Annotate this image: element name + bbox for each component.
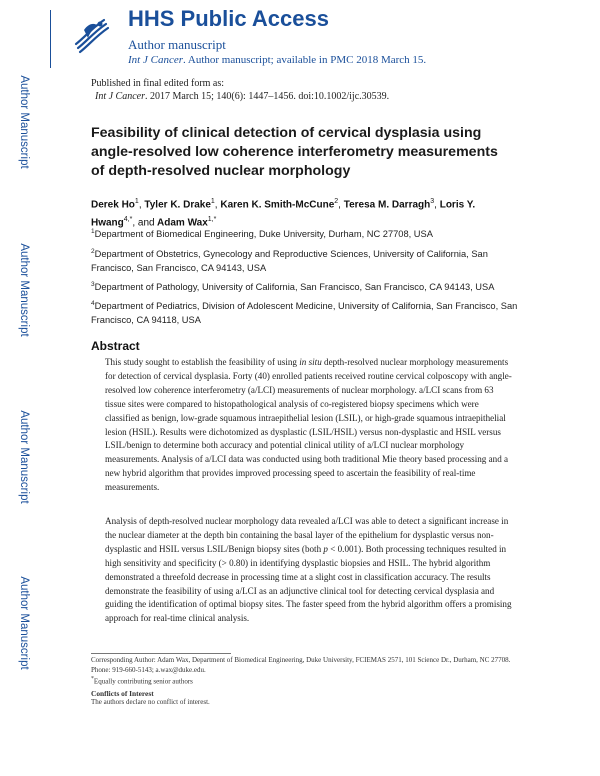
coi-heading: Conflicts of Interest [91, 688, 154, 698]
sidebar-label: Author Manuscript [18, 243, 30, 337]
author-conjunction: and [137, 217, 155, 229]
abstract-paragraph [105, 356, 515, 495]
sidebar-label: Author Manuscript [18, 75, 30, 169]
author-sup: 1 [210, 198, 215, 205]
article-title: Feasibility of clinical detection of cervical dysplasia using angle-resolved low coherence interferometry measurements of depth-resolved nuclear morphology [91, 125, 498, 179]
affiliation-text: Department of Biomedical Engineering, Duke University, Durham, NC 27708, USA [94, 229, 433, 240]
author-name: Loris Y. Hwang [91, 199, 476, 229]
availability-line [128, 54, 426, 66]
author-sup: 2 [334, 198, 339, 205]
affiliation-sup: 1 [91, 228, 95, 235]
abstract-text: depth-resolved nuclear morphology measurements for detection of cervical dysplasia. Forty (40) enrolled patients received routine cervical colposcopy with angle-resolved low coherence interferometry (a/LCI) measurements of nuclear morphology. a/LCI scans from 63 tissue sites were compared to histopathological analysis of co-registered biopsy specimens which were classified as benign, low-grade squamous intraepithelial lesion (LSIL), or high-grade squamous intraepithelial lesion (HSIL). Results were dichotomized as dysplastic (LSIL/HSIL) versus non-dysplastic and HSIL versus LSIL/benign to determine both accuracy and potential clinical utility of a/LCI nuclear morphology measurements. Analysis of a/LCI data was conducted using both traditional Mie theory based processing and a new hybrid algorithm that provides improved processing speed to ascertain the feasibility of real-time measurements. [105, 357, 512, 493]
footnotes [91, 656, 531, 708]
abstract-emphasis: in situ [299, 357, 322, 367]
author-sup: 1,* [207, 216, 217, 224]
citation [91, 90, 389, 103]
hhs-eagle-logo-icon [70, 14, 112, 56]
affiliation-text: Department of Pediatrics, Division of Adolescent Medicine, University of California, San Francisco, San Francisco, CA 94118, USA [91, 301, 518, 326]
abstract-text: This study sought to establish the feasibility of using [105, 357, 300, 367]
affiliation-text: Department of Pathology, University of California, San Francisco, San Francisco, CA 94143, USA [94, 282, 495, 293]
author-name: Derek Ho [91, 199, 135, 211]
affiliation [91, 225, 521, 241]
author-sup: 1 [134, 198, 139, 205]
affiliation-text: Department of Obstetrics, Gynecology and Reproductive Sciences, University of California, San Francisco, San Francisco, CA 94143, USA [91, 249, 488, 274]
author-sup: 4,* [123, 216, 133, 224]
hhs-public-access-title: HHS Public Access [128, 6, 329, 31]
author-list: Derek Ho$^1$, Tyler K. Drake$^1$, Karen K. Smith-McCune$^2$, Teresa M. Darragh$^3$, Loris Y. Hwang$^{4,*}$, and Adam Wax$^{1,*}$ [91, 198, 476, 229]
sidebar-label: Author Manuscript [18, 576, 30, 670]
citation-journal: Int J Cancer [95, 91, 145, 102]
availability-text: . Author manuscript; available in PMC 2018 March 15. [182, 54, 427, 66]
author-name: Karen K. Smith-McCune [220, 199, 335, 211]
footnote-text: Equally contributing senior authors [93, 677, 193, 686]
header-divider [50, 10, 51, 68]
author-name: Tyler K. Drake [144, 199, 211, 211]
affiliation [91, 278, 521, 294]
affiliation-sup: 2 [91, 248, 95, 255]
abstract-paragraph [105, 515, 515, 626]
affiliation-sup: 4 [91, 300, 95, 307]
equal-contribution-note [91, 675, 531, 687]
coi-text: The authors declare no conflict of interest. [91, 698, 210, 707]
sidebar-label: Author Manuscript [18, 410, 30, 504]
corresponding-author: Corresponding Author: Adam Wax, Department of Biomedical Engineering, Duke University, FCIEMAS 2571, 101 Science Dr., Durham, NC 27708. Phone: 919-660-5143; a.wax@duke.edu. [91, 656, 511, 674]
affiliation-sup: 3 [91, 281, 95, 288]
journal-abbrev: Int J Cancer [128, 54, 183, 66]
footnote-rule [91, 653, 231, 654]
published-label: Published in final edited form as: [91, 78, 225, 89]
author-manuscript-sidebar [0, 0, 48, 776]
abstract-text: Analysis of depth-resolved nuclear morphology data revealed a/LCI was able to detect a significant increase in the nuclear diameter at the depth bin containing the basal layer of the epithelium for dysplastic versus non-dysplastic and HSIL versus LSIL/Benign biopsy sites (both [105, 516, 509, 554]
abstract-emphasis: p [323, 543, 328, 554]
author-name: Teresa M. Darragh [343, 199, 431, 211]
footnote-mark: * [91, 676, 94, 682]
author-manuscript-subtitle: Author manuscript [128, 37, 226, 52]
author-sup: 3 [430, 198, 435, 205]
citation-details: . 2017 March 15; 140(6): 1447–1456. doi:10.1002/ijc.30539. [145, 91, 390, 102]
author-name: Adam Wax [157, 217, 208, 229]
abstract-text: < 0.001). Both processing techniques resulted in high sensitivity and specificity (> 0.80) in identifying dysplastic biopsies and HSIL. The hybrid algorithm demonstrated a threefold decrease in processing time at a slight cost in classification accuracy. The results demonstrate the feasibility of using a/LCI as an adjunctive clinical tool for detecting cervical dysplasia and guiding the identification of optimal biopsy sites. The faster speed from the hybrid algorithm offers a promising approach for real-time clinical analysis. [105, 543, 512, 624]
publication-info [91, 77, 389, 103]
affiliation [91, 245, 521, 275]
affiliation [91, 297, 521, 327]
abstract-heading: Abstract [91, 339, 140, 353]
